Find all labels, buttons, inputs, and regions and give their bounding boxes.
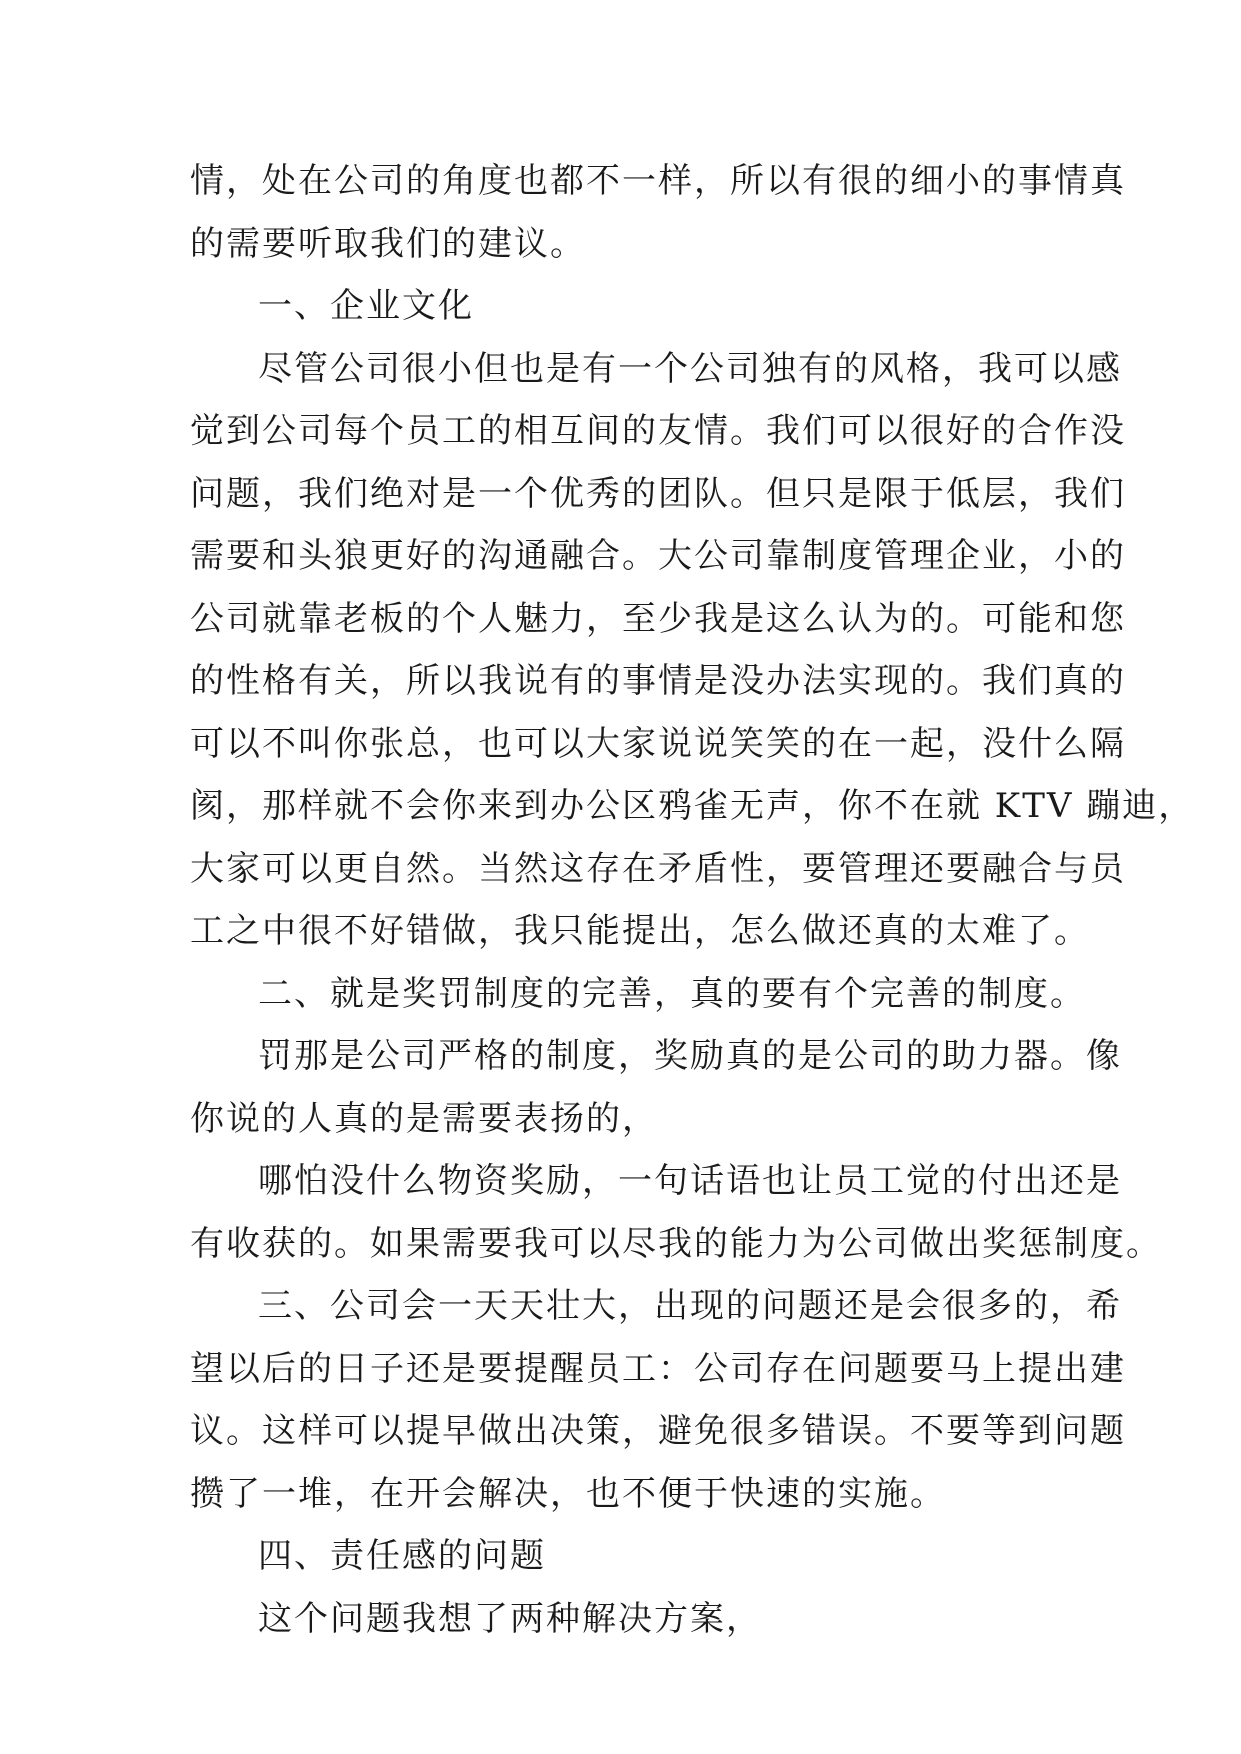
text-line: 阂，那样就不会你来到办公区鸦雀无声，你不在就 KTV 蹦迪， [190, 786, 1195, 826]
section-heading-company-growth: 三、公司会一天天壮大，出现的问题还是会很多的，希 [258, 1286, 1122, 1326]
text-line: 望以后的日子还是要提醒员工：公司存在问题要马上提出建 [190, 1348, 1126, 1389]
text-line: 问题，我们绝对是一个优秀的团队。但只是限于低层，我们 [190, 473, 1126, 514]
text-line: 大家可以更自然。当然这存在矛盾性，要管理还要融合与员 [190, 848, 1126, 889]
text-line: 可以不叫你张总，也可以大家说说笑笑的在一起，没什么隔 [190, 723, 1126, 764]
text-line: 攒了一堆，在开会解决，也不便于快速的实施。 [190, 1473, 946, 1514]
text-line: 尽管公司很小但也是有一个公司独有的风格，我可以感 [258, 348, 1122, 389]
text-line: 这个问题我想了两种解决方案， [258, 1598, 762, 1639]
text-line: 有收获的。如果需要我可以尽我的能力为公司做出奖惩制度。 [190, 1223, 1162, 1264]
section-heading-reward-punishment: 二、就是奖罚制度的完善，真的要有个完善的制度。 [258, 973, 1086, 1014]
text-line: 哪怕没什么物资奖励，一句话语也让员工觉的付出还是 [258, 1161, 1122, 1201]
text-line: 的需要听取我们的建议。 [190, 223, 586, 264]
section-heading-responsibility: 四、责任感的问题 [258, 1536, 546, 1576]
text-line: 情，处在公司的角度也都不一样，所以有很的细小的事情真 [190, 161, 1126, 201]
text-line: 罚那是公司严格的制度，奖励真的是公司的助力器。像 [258, 1036, 1122, 1076]
text-line: 公司就靠老板的个人魅力，至少我是这么认为的。可能和您 [190, 598, 1126, 639]
text-line: 需要和头狼更好的沟通融合。大公司靠制度管理企业，小的 [190, 536, 1126, 576]
text-line: 觉到公司每个员工的相互间的友情。我们可以很好的合作没 [190, 411, 1126, 451]
text-line: 工之中很不好错做，我只能提出，怎么做还真的太难了。 [190, 911, 1090, 951]
text-line: 的性格有关，所以我说有的事情是没办法实现的。我们真的 [190, 661, 1126, 701]
text-line: 议。这样可以提早做出决策，避免很多错误。不要等到问题 [190, 1411, 1126, 1451]
text-line: 你说的人真的是需要表扬的， [190, 1098, 658, 1139]
body-text [190, 150, 1195, 1650]
section-heading-corporate-culture: 一、企业文化 [258, 286, 474, 326]
